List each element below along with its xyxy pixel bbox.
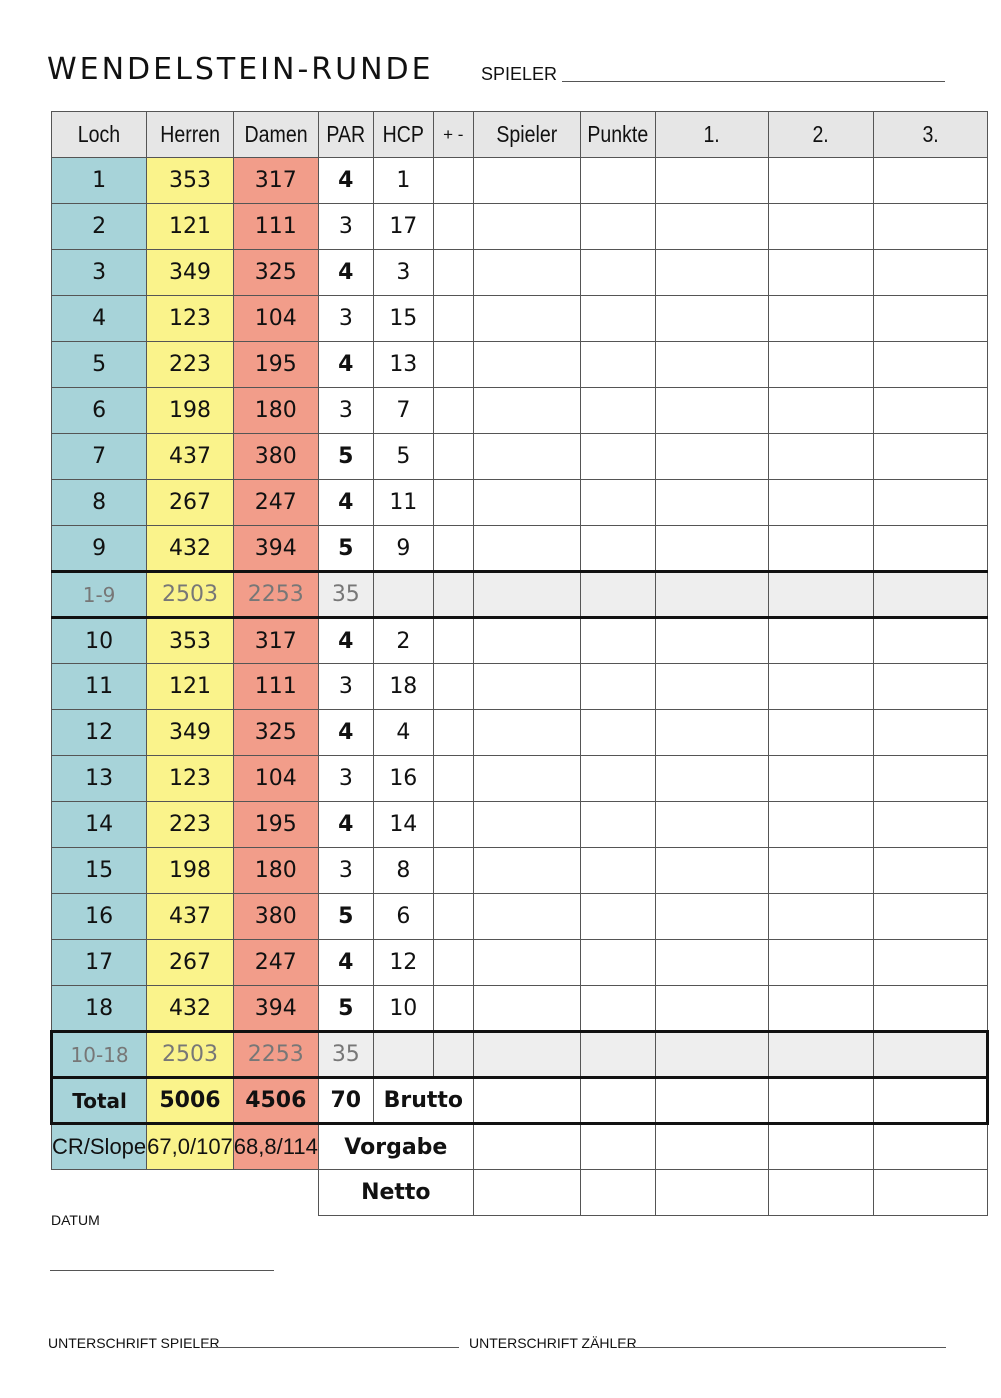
hole-hcp: 6: [373, 894, 433, 940]
hole-score-1-cell[interactable]: [655, 986, 768, 1032]
subtotal-herren: 2503: [147, 1032, 234, 1078]
hole-score-1-cell[interactable]: [655, 434, 768, 480]
netto-score-2[interactable]: [768, 1170, 873, 1216]
herren-distance: 123: [147, 756, 234, 802]
col-header-hcp: HCP: [373, 112, 433, 158]
col-header-3: 3.: [873, 112, 987, 158]
cr-slope-damen: 68,8/114: [233, 1124, 318, 1170]
hole-score-2-cell[interactable]: [768, 158, 873, 204]
hole-score-1-cell[interactable]: [655, 710, 768, 756]
hole-row: [52, 618, 988, 664]
col-header-punkte: Punkte: [580, 112, 655, 158]
hole-score-2-cell[interactable]: [768, 618, 873, 664]
herren-distance: 353: [147, 618, 234, 664]
hole-punkte-cell[interactable]: [580, 480, 655, 526]
vorgabe-spieler[interactable]: [473, 1124, 580, 1170]
hole-plus-minus-cell[interactable]: [433, 710, 473, 756]
hole-row: [52, 342, 988, 388]
hole-punkte-cell[interactable]: [580, 664, 655, 710]
vorgabe-score-2[interactable]: [768, 1124, 873, 1170]
herren-distance: 198: [147, 848, 234, 894]
hole-score-1-cell[interactable]: [655, 940, 768, 986]
netto-spieler[interactable]: [473, 1170, 580, 1216]
hole-hcp: 16: [373, 756, 433, 802]
hole-hcp: 14: [373, 802, 433, 848]
hole-score-3-cell[interactable]: [873, 940, 987, 986]
hole-score-1-cell[interactable]: [655, 158, 768, 204]
hole-spieler-cell[interactable]: [473, 940, 580, 986]
hole-punkte-cell[interactable]: [580, 618, 655, 664]
hole-number: 13: [52, 756, 147, 802]
hole-par: 3: [318, 388, 373, 434]
herren-distance: 437: [147, 434, 234, 480]
hole-hcp: 10: [373, 986, 433, 1032]
herren-distance: 267: [147, 940, 234, 986]
hole-spieler-cell[interactable]: [473, 342, 580, 388]
damen-distance: 180: [233, 388, 318, 434]
hole-spieler-cell[interactable]: [473, 158, 580, 204]
datum-line[interactable]: [50, 1270, 274, 1271]
hole-score-3-cell[interactable]: [873, 710, 987, 756]
total-row: [52, 1078, 988, 1124]
hole-score-2-cell[interactable]: [768, 664, 873, 710]
hole-row: [52, 434, 988, 480]
hole-par: 3: [318, 204, 373, 250]
damen-distance: 195: [233, 802, 318, 848]
hole-score-1-cell[interactable]: [655, 848, 768, 894]
back-nine-subtotal-row: [52, 1032, 988, 1078]
hole-score-1-cell[interactable]: [655, 618, 768, 664]
hole-punkte-cell[interactable]: [580, 296, 655, 342]
hole-spieler-cell[interactable]: [473, 296, 580, 342]
hole-hcp: 13: [373, 342, 433, 388]
subtotal-loch: 10-18: [52, 1032, 147, 1078]
hole-par: 4: [318, 940, 373, 986]
card-title: WENDELSTEIN-RUNDE: [47, 52, 434, 87]
cr-slope-herren: 67,0/107: [147, 1124, 234, 1170]
netto-score-3[interactable]: [873, 1170, 987, 1216]
hole-row: [52, 664, 988, 710]
brutto-score-3[interactable]: [873, 1078, 987, 1124]
player-name-line[interactable]: [562, 81, 945, 82]
signature-counter-label: UNTERSCHRIFT ZÄHLER: [469, 1335, 637, 1351]
herren-distance: 121: [147, 664, 234, 710]
subtotal-hcp: [373, 1032, 433, 1078]
subtotal-spieler[interactable]: [473, 572, 580, 618]
herren-distance: 267: [147, 480, 234, 526]
hole-number: 16: [52, 894, 147, 940]
subtotal-score-2[interactable]: [768, 1032, 873, 1078]
hole-row: [52, 204, 988, 250]
herren-distance: 223: [147, 802, 234, 848]
hole-hcp: 11: [373, 480, 433, 526]
cr-slope-label: CR/Slope: [52, 1124, 147, 1170]
hole-punkte-cell[interactable]: [580, 526, 655, 572]
hole-score-3-cell[interactable]: [873, 480, 987, 526]
brutto-score-1[interactable]: [655, 1078, 768, 1124]
hole-spieler-cell[interactable]: [473, 894, 580, 940]
col-header-plus-minus: + -: [433, 112, 473, 158]
col-header-par: PAR: [318, 112, 373, 158]
netto-row: [52, 1170, 988, 1216]
hole-punkte-cell[interactable]: [580, 894, 655, 940]
hole-par: 4: [318, 342, 373, 388]
signature-counter-line[interactable]: [620, 1347, 946, 1348]
hole-row: [52, 848, 988, 894]
subtotal-score-3[interactable]: [873, 1032, 987, 1078]
hole-number: 6: [52, 388, 147, 434]
herren-distance: 353: [147, 158, 234, 204]
total-par: 70: [318, 1078, 373, 1124]
netto-label: Netto: [318, 1170, 473, 1216]
hole-plus-minus-cell[interactable]: [433, 802, 473, 848]
hole-score-1-cell[interactable]: [655, 250, 768, 296]
datum-label: DATUM: [51, 1212, 100, 1228]
hole-row: [52, 388, 988, 434]
herren-distance: 349: [147, 710, 234, 756]
col-header-2: 2.: [768, 112, 873, 158]
netto-score-1[interactable]: [655, 1170, 768, 1216]
hole-hcp: 2: [373, 618, 433, 664]
hole-number: 2: [52, 204, 147, 250]
hole-punkte-cell[interactable]: [580, 802, 655, 848]
hole-row: [52, 894, 988, 940]
hole-punkte-cell[interactable]: [580, 710, 655, 756]
hole-number: 4: [52, 296, 147, 342]
hole-row: [52, 250, 988, 296]
signature-player-label: UNTERSCHRIFT SPIELER: [48, 1335, 220, 1351]
hole-par: 5: [318, 986, 373, 1032]
hole-row: [52, 756, 988, 802]
herren-distance: 223: [147, 342, 234, 388]
hole-row: [52, 710, 988, 756]
hole-row: [52, 480, 988, 526]
vorgabe-score-1[interactable]: [655, 1124, 768, 1170]
hole-score-2-cell[interactable]: [768, 986, 873, 1032]
hole-number: 10: [52, 618, 147, 664]
herren-distance: 121: [147, 204, 234, 250]
subtotal-herren: 2503: [147, 572, 234, 618]
subtotal-loch: 1-9: [52, 572, 147, 618]
hole-row: [52, 296, 988, 342]
damen-distance: 394: [233, 526, 318, 572]
subtotal-punkte[interactable]: [580, 572, 655, 618]
hole-number: 7: [52, 434, 147, 480]
hole-score-3-cell[interactable]: [873, 434, 987, 480]
hole-plus-minus-cell[interactable]: [433, 296, 473, 342]
hole-punkte-cell[interactable]: [580, 204, 655, 250]
hole-plus-minus-cell[interactable]: [433, 526, 473, 572]
hole-score-1-cell[interactable]: [655, 756, 768, 802]
hole-score-2-cell[interactable]: [768, 388, 873, 434]
hole-par: 4: [318, 802, 373, 848]
hole-spieler-cell[interactable]: [473, 986, 580, 1032]
front-nine-subtotal-row: [52, 572, 988, 618]
damen-distance: 394: [233, 986, 318, 1032]
hole-par: 4: [318, 158, 373, 204]
hole-score-1-cell[interactable]: [655, 342, 768, 388]
hole-plus-minus-cell[interactable]: [433, 986, 473, 1032]
hole-score-3-cell[interactable]: [873, 204, 987, 250]
hole-number: 8: [52, 480, 147, 526]
subtotal-plus-minus[interactable]: [433, 1032, 473, 1078]
hole-number: 3: [52, 250, 147, 296]
hole-par: 5: [318, 894, 373, 940]
subtotal-spieler[interactable]: [473, 1032, 580, 1078]
hole-score-3-cell[interactable]: [873, 388, 987, 434]
damen-distance: 317: [233, 618, 318, 664]
hole-score-1-cell[interactable]: [655, 480, 768, 526]
subtotal-score-3[interactable]: [873, 572, 987, 618]
hole-score-2-cell[interactable]: [768, 204, 873, 250]
hole-par: 4: [318, 618, 373, 664]
hole-punkte-cell[interactable]: [580, 756, 655, 802]
damen-distance: 111: [233, 204, 318, 250]
hole-spieler-cell[interactable]: [473, 848, 580, 894]
herren-distance: 437: [147, 894, 234, 940]
subtotal-damen: 2253: [233, 572, 318, 618]
damen-distance: 380: [233, 434, 318, 480]
hole-score-3-cell[interactable]: [873, 894, 987, 940]
hole-number: 9: [52, 526, 147, 572]
scorecard-table: [50, 111, 989, 1216]
hole-number: 18: [52, 986, 147, 1032]
hole-par: 3: [318, 296, 373, 342]
hole-number: 1: [52, 158, 147, 204]
subtotal-par: 35: [318, 1032, 373, 1078]
hole-par: 4: [318, 710, 373, 756]
hole-row: [52, 526, 988, 572]
hole-plus-minus-cell[interactable]: [433, 342, 473, 388]
brutto-spieler[interactable]: [473, 1078, 580, 1124]
hole-number: 11: [52, 664, 147, 710]
hole-plus-minus-cell[interactable]: [433, 250, 473, 296]
hole-row: [52, 802, 988, 848]
hole-score-2-cell[interactable]: [768, 250, 873, 296]
total-label: Total: [52, 1078, 147, 1124]
hole-hcp: 7: [373, 388, 433, 434]
player-name-label: SPIELER: [481, 64, 558, 84]
brutto-score-2[interactable]: [768, 1078, 873, 1124]
damen-distance: 104: [233, 296, 318, 342]
vorgabe-label: Vorgabe: [318, 1124, 473, 1170]
hole-hcp: 3: [373, 250, 433, 296]
netto-punkte[interactable]: [580, 1170, 655, 1216]
hole-score-1-cell[interactable]: [655, 388, 768, 434]
damen-distance: 325: [233, 710, 318, 756]
hole-plus-minus-cell[interactable]: [433, 664, 473, 710]
subtotal-par: 35: [318, 572, 373, 618]
hole-row: [52, 940, 988, 986]
damen-distance: 195: [233, 342, 318, 388]
hole-score-1-cell[interactable]: [655, 802, 768, 848]
hole-number: 17: [52, 940, 147, 986]
hole-score-1-cell[interactable]: [655, 526, 768, 572]
hole-number: 15: [52, 848, 147, 894]
hole-punkte-cell[interactable]: [580, 388, 655, 434]
hole-score-2-cell[interactable]: [768, 940, 873, 986]
herren-distance: 349: [147, 250, 234, 296]
hole-plus-minus-cell[interactable]: [433, 204, 473, 250]
hole-plus-minus-cell[interactable]: [433, 894, 473, 940]
hole-par: 3: [318, 664, 373, 710]
hole-spieler-cell[interactable]: [473, 434, 580, 480]
hole-spieler-cell[interactable]: [473, 756, 580, 802]
hole-plus-minus-cell[interactable]: [433, 618, 473, 664]
hole-score-1-cell[interactable]: [655, 894, 768, 940]
hole-score-3-cell[interactable]: [873, 158, 987, 204]
herren-distance: 432: [147, 986, 234, 1032]
damen-distance: 111: [233, 664, 318, 710]
damen-distance: 325: [233, 250, 318, 296]
hole-hcp: 5: [373, 434, 433, 480]
subtotal-score-1[interactable]: [655, 572, 768, 618]
rating-row: [52, 1124, 988, 1170]
hole-score-2-cell[interactable]: [768, 802, 873, 848]
hole-score-2-cell[interactable]: [768, 848, 873, 894]
herren-distance: 198: [147, 388, 234, 434]
hole-plus-minus-cell[interactable]: [433, 940, 473, 986]
hole-par: 5: [318, 434, 373, 480]
vorgabe-score-3[interactable]: [873, 1124, 987, 1170]
hole-spieler-cell[interactable]: [473, 802, 580, 848]
hole-par: 3: [318, 848, 373, 894]
hole-hcp: 1: [373, 158, 433, 204]
subtotal-score-2[interactable]: [768, 572, 873, 618]
hole-score-2-cell[interactable]: [768, 526, 873, 572]
hole-score-3-cell[interactable]: [873, 526, 987, 572]
hole-score-2-cell[interactable]: [768, 710, 873, 756]
header-row: [52, 112, 988, 158]
hole-plus-minus-cell[interactable]: [433, 434, 473, 480]
hole-hcp: 8: [373, 848, 433, 894]
hole-score-2-cell[interactable]: [768, 756, 873, 802]
hole-punkte-cell[interactable]: [580, 848, 655, 894]
hole-row: [52, 986, 988, 1032]
hole-punkte-cell[interactable]: [580, 940, 655, 986]
hole-score-3-cell[interactable]: [873, 664, 987, 710]
damen-distance: 247: [233, 480, 318, 526]
herren-distance: 123: [147, 296, 234, 342]
col-header-1: 1.: [655, 112, 768, 158]
hole-plus-minus-cell[interactable]: [433, 158, 473, 204]
hole-score-3-cell[interactable]: [873, 986, 987, 1032]
hole-score-3-cell[interactable]: [873, 802, 987, 848]
vorgabe-punkte[interactable]: [580, 1124, 655, 1170]
hole-spieler-cell[interactable]: [473, 480, 580, 526]
subtotal-damen: 2253: [233, 1032, 318, 1078]
hole-score-2-cell[interactable]: [768, 480, 873, 526]
hole-hcp: 9: [373, 526, 433, 572]
hole-spieler-cell[interactable]: [473, 710, 580, 756]
hole-row: [52, 158, 988, 204]
hole-score-1-cell[interactable]: [655, 296, 768, 342]
hole-hcp: 17: [373, 204, 433, 250]
damen-distance: 317: [233, 158, 318, 204]
total-herren: 5006: [147, 1078, 234, 1124]
damen-distance: 247: [233, 940, 318, 986]
hole-number: 12: [52, 710, 147, 756]
hole-punkte-cell[interactable]: [580, 986, 655, 1032]
damen-distance: 180: [233, 848, 318, 894]
hole-score-1-cell[interactable]: [655, 664, 768, 710]
hole-hcp: 15: [373, 296, 433, 342]
hole-score-3-cell[interactable]: [873, 756, 987, 802]
hole-plus-minus-cell[interactable]: [433, 480, 473, 526]
subtotal-punkte[interactable]: [580, 1032, 655, 1078]
hole-punkte-cell[interactable]: [580, 434, 655, 480]
col-header-damen: Damen: [233, 112, 318, 158]
brutto-label: Brutto: [373, 1078, 473, 1124]
hole-score-3-cell[interactable]: [873, 618, 987, 664]
damen-distance: 380: [233, 894, 318, 940]
hole-hcp: 18: [373, 664, 433, 710]
hole-par: 3: [318, 756, 373, 802]
hole-score-1-cell[interactable]: [655, 204, 768, 250]
hole-hcp: 12: [373, 940, 433, 986]
hole-punkte-cell[interactable]: [580, 342, 655, 388]
hole-par: 5: [318, 526, 373, 572]
hole-score-3-cell[interactable]: [873, 296, 987, 342]
hole-score-3-cell[interactable]: [873, 342, 987, 388]
subtotal-score-1[interactable]: [655, 1032, 768, 1078]
herren-distance: 432: [147, 526, 234, 572]
hole-score-2-cell[interactable]: [768, 296, 873, 342]
hole-par: 4: [318, 250, 373, 296]
hole-punkte-cell[interactable]: [580, 250, 655, 296]
hole-spieler-cell[interactable]: [473, 204, 580, 250]
hole-spieler-cell[interactable]: [473, 618, 580, 664]
col-header-spieler: Spieler: [473, 112, 580, 158]
col-header-herren: Herren: [147, 112, 234, 158]
hole-score-2-cell[interactable]: [768, 434, 873, 480]
hole-spieler-cell[interactable]: [473, 388, 580, 434]
subtotal-plus-minus[interactable]: [433, 572, 473, 618]
hole-hcp: 4: [373, 710, 433, 756]
netto-spacer: [52, 1170, 319, 1216]
hole-spieler-cell[interactable]: [473, 250, 580, 296]
damen-distance: 104: [233, 756, 318, 802]
hole-score-3-cell[interactable]: [873, 848, 987, 894]
hole-score-2-cell[interactable]: [768, 342, 873, 388]
hole-plus-minus-cell[interactable]: [433, 848, 473, 894]
hole-punkte-cell[interactable]: [580, 158, 655, 204]
hole-par: 4: [318, 480, 373, 526]
hole-spieler-cell[interactable]: [473, 664, 580, 710]
brutto-punkte[interactable]: [580, 1078, 655, 1124]
hole-score-2-cell[interactable]: [768, 894, 873, 940]
hole-number: 5: [52, 342, 147, 388]
hole-score-3-cell[interactable]: [873, 250, 987, 296]
total-damen: 4506: [233, 1078, 318, 1124]
hole-plus-minus-cell[interactable]: [433, 388, 473, 434]
col-header-loch: Loch: [52, 112, 147, 158]
signature-player-line[interactable]: [203, 1347, 459, 1348]
subtotal-hcp: [373, 572, 433, 618]
hole-plus-minus-cell[interactable]: [433, 756, 473, 802]
hole-number: 14: [52, 802, 147, 848]
hole-spieler-cell[interactable]: [473, 526, 580, 572]
